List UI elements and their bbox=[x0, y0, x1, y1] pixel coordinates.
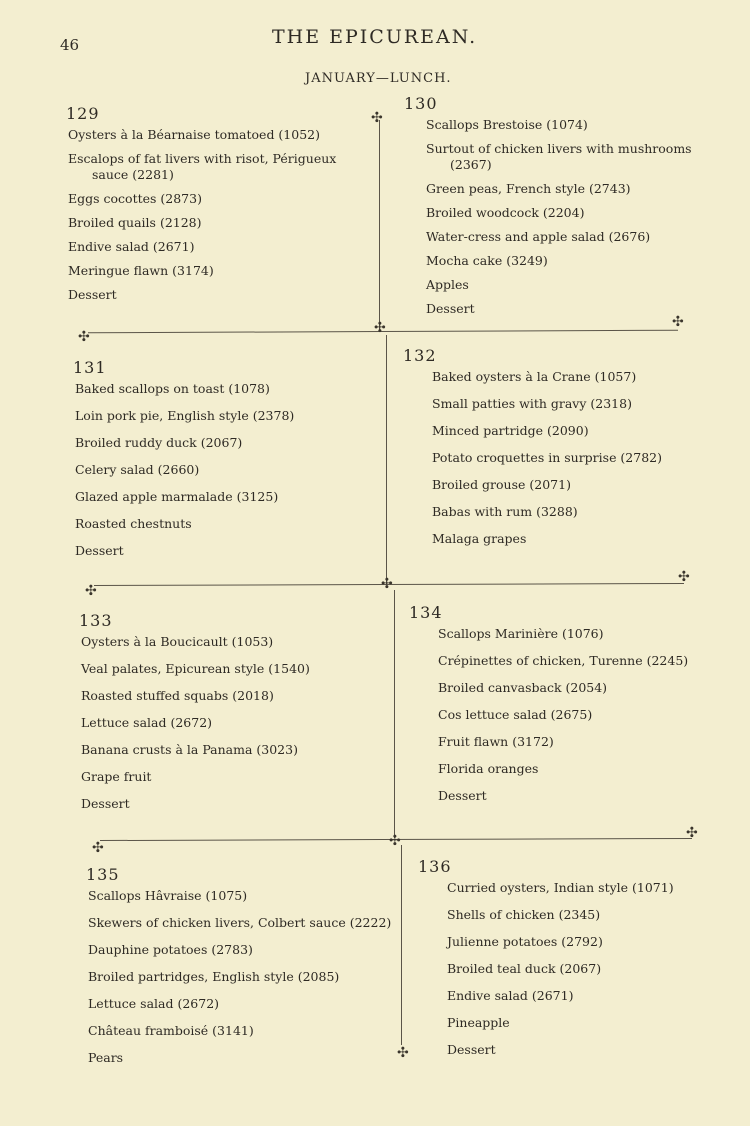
menu-item: Château framboisé (3141) bbox=[88, 1023, 254, 1038]
menu-item: Green peas, French style (2743) bbox=[426, 181, 631, 196]
menu-number: 134 bbox=[409, 603, 443, 622]
menu-item: Baked scallops on toast (1078) bbox=[75, 381, 270, 396]
menu-item: Dessert bbox=[438, 788, 487, 803]
ornament-icon: ✣ bbox=[686, 825, 698, 841]
menu-number: 133 bbox=[79, 611, 113, 630]
menu-item: Dessert bbox=[81, 796, 130, 811]
menu-136 bbox=[418, 857, 718, 1069]
menu-item: Dauphine potatoes (2783) bbox=[88, 942, 253, 957]
menu-135 bbox=[86, 865, 396, 1077]
menu-item: Dessert bbox=[447, 1042, 496, 1057]
menu-item: Celery salad (2660) bbox=[75, 462, 200, 477]
menu-item: Florida oranges bbox=[438, 761, 539, 776]
menu-item: Lettuce salad (2672) bbox=[88, 996, 220, 1011]
ornament-icon: ✣ bbox=[678, 569, 690, 585]
menu-131 bbox=[73, 358, 373, 570]
menu-item: Apples bbox=[426, 277, 469, 292]
section-heading: JANUARY—LUNCH. bbox=[305, 71, 452, 86]
menu-number: 130 bbox=[404, 94, 438, 113]
menu-item: Broiled canvasback (2054) bbox=[438, 680, 608, 695]
menu-number: 135 bbox=[86, 865, 120, 884]
menu-item: Roasted chestnuts bbox=[75, 516, 192, 531]
menu-item: Escalops of fat livers with risot, Périgueux sauce (2281) bbox=[68, 151, 337, 182]
ornament-icon: ✣ bbox=[381, 576, 393, 592]
menu-item: Malaga grapes bbox=[432, 531, 527, 546]
menu-item: Pears bbox=[88, 1050, 124, 1065]
menu-item: Broiled woodcock (2204) bbox=[426, 205, 585, 220]
menu-132 bbox=[403, 346, 703, 558]
book-title: THE EPICUREAN. bbox=[272, 26, 478, 48]
menu-item: Glazed apple marmalade (3125) bbox=[75, 489, 279, 504]
ornament-icon: ✣ bbox=[92, 840, 104, 856]
menu-item: Veal palates, Epicurean style (1540) bbox=[81, 661, 310, 676]
menu-item: Endive salad (2671) bbox=[447, 988, 574, 1003]
ornament-icon: ✣ bbox=[672, 314, 684, 330]
menu-129 bbox=[66, 104, 366, 311]
ornament-icon: ✣ bbox=[85, 583, 97, 599]
menu-130 bbox=[404, 94, 704, 325]
menu-item: Potato croquettes in surprise (2782) bbox=[432, 450, 662, 465]
menu-134 bbox=[409, 603, 709, 815]
menu-item: Curried oysters, Indian style (1071) bbox=[447, 880, 674, 895]
menu-item: Scallops Hâvraise (1075) bbox=[88, 888, 248, 903]
menu-item: Dessert bbox=[75, 543, 124, 558]
menu-item: Baked oysters à la Crane (1057) bbox=[432, 369, 637, 384]
column-divider bbox=[394, 590, 395, 838]
menu-item: Meringue flawn (3174) bbox=[68, 263, 214, 278]
menu-item: Roasted stuffed squabs (2018) bbox=[81, 688, 274, 703]
menu-number: 129 bbox=[66, 104, 100, 123]
column-divider bbox=[401, 845, 402, 1045]
menu-item: Cos lettuce salad (2675) bbox=[438, 707, 593, 722]
menu-133 bbox=[79, 611, 379, 823]
menu-item: Shells of chicken (2345) bbox=[447, 907, 601, 922]
column-divider bbox=[386, 335, 387, 585]
menu-item: Broiled quails (2128) bbox=[68, 215, 202, 230]
menu-item: Loin pork pie, English style (2378) bbox=[75, 408, 295, 423]
menu-item: Scallops Marinière (1076) bbox=[438, 626, 604, 641]
menu-item: Broiled teal duck (2067) bbox=[447, 961, 602, 976]
menu-item: Grape fruit bbox=[81, 769, 152, 784]
menu-item: Julienne potatoes (2792) bbox=[447, 934, 603, 949]
menu-item: Dessert bbox=[68, 287, 117, 302]
menu-item: Pineapple bbox=[447, 1015, 510, 1030]
menu-item: Skewers of chicken livers, Colbert sauce (2222) bbox=[88, 915, 392, 930]
menu-item: Babas with rum (3288) bbox=[432, 504, 578, 519]
ornament-icon: ✣ bbox=[371, 110, 383, 126]
menu-item: Minced partridge (2090) bbox=[432, 423, 589, 438]
menu-item: Lettuce salad (2672) bbox=[81, 715, 213, 730]
menu-item: Small patties with gravy (2318) bbox=[432, 396, 632, 411]
ornament-icon: ✣ bbox=[374, 320, 386, 336]
ornament-icon: ✣ bbox=[78, 329, 90, 345]
menu-number: 132 bbox=[403, 346, 437, 365]
menu-item: Broiled grouse (2071) bbox=[432, 477, 571, 492]
menu-item: Water-cress and apple salad (2676) bbox=[426, 229, 651, 244]
menu-number: 131 bbox=[73, 358, 107, 377]
menu-number: 136 bbox=[418, 857, 452, 876]
menu-item: Eggs cocottes (2873) bbox=[68, 191, 202, 206]
menu-item: Broiled ruddy duck (2067) bbox=[75, 435, 243, 450]
menu-item: Endive salad (2671) bbox=[68, 239, 195, 254]
menu-item: Banana crusts à la Panama (3023) bbox=[81, 742, 298, 757]
ornament-icon: ✣ bbox=[389, 833, 401, 849]
menu-item: Dessert bbox=[426, 301, 475, 316]
ornament-icon: ✣ bbox=[397, 1045, 409, 1061]
menu-item: Mocha cake (3249) bbox=[426, 253, 548, 268]
column-divider bbox=[379, 120, 380, 332]
menu-item: Fruit flawn (3172) bbox=[438, 734, 554, 749]
menu-item: Broiled partridges, English style (2085) bbox=[88, 969, 340, 984]
menu-item: Crépinettes of chicken, Turenne (2245) bbox=[438, 653, 689, 668]
menu-item: Surtout of chicken livers with mushrooms (2367) bbox=[426, 141, 692, 172]
menu-item: Oysters à la Béarnaise tomatoed (1052) bbox=[68, 127, 320, 142]
menu-item: Scallops Brestoise (1074) bbox=[426, 117, 588, 132]
page-number: 46 bbox=[60, 36, 80, 54]
menu-item: Oysters à la Boucicault (1053) bbox=[81, 634, 274, 649]
